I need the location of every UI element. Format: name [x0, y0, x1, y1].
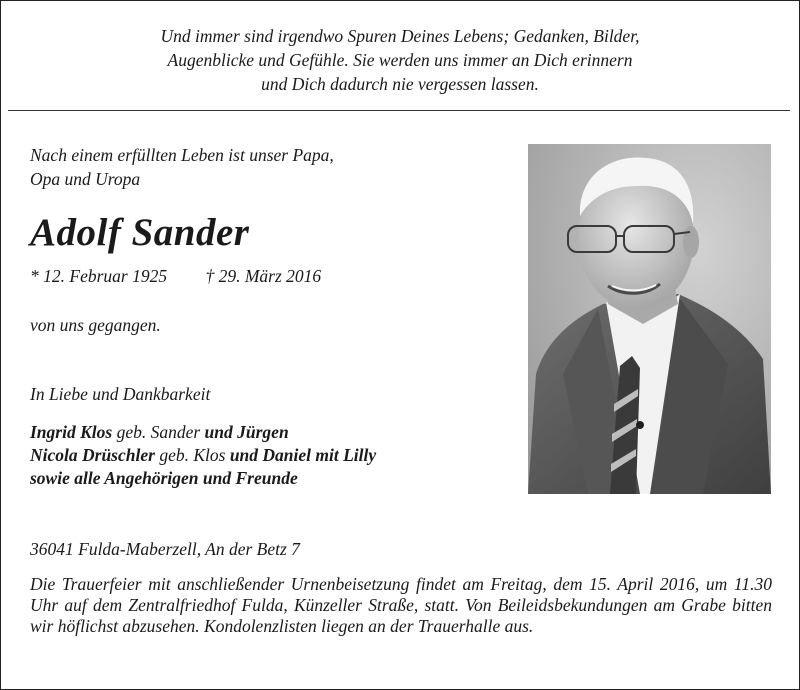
mourner-name: Ingrid Klos — [30, 422, 113, 442]
intro-line-1: Nach einem erfüllten Leben ist unser Papa, — [30, 145, 334, 165]
poem-line-3: und Dich dadurch nie vergessen lassen. — [261, 74, 539, 94]
divider — [8, 110, 790, 111]
mourners-list — [30, 421, 500, 490]
intro-line-2: Opa und Uropa — [30, 169, 141, 189]
poem-line-1: Und immer sind irgendwo Spuren Deines Lebens; Gedanken, Bilder, — [160, 26, 640, 46]
memorial-poem — [40, 24, 760, 96]
birth-date: * 12. Februar 1925 — [30, 266, 168, 286]
intro-text — [30, 143, 430, 191]
death-date: † 29. März 2016 — [205, 266, 322, 286]
poem-line-2: Augenblicke und Gefühle. Sie werden uns immer an Dich erinnern — [167, 50, 633, 70]
family-address: 36041 Fulda-Maberzell, An der Betz 7 — [30, 539, 300, 559]
dedication-text: In Liebe und Dankbarkeit — [30, 384, 211, 404]
mourner-nee: geb. Klos — [154, 445, 230, 465]
mourner-partner: und Daniel mit Lilly — [229, 445, 377, 465]
mourner-nee: geb. Sander — [112, 422, 205, 442]
portrait-photo — [528, 144, 771, 494]
mourner-row — [30, 421, 500, 444]
deceased-name: Adolf Sander — [30, 211, 250, 254]
life-dates — [30, 266, 321, 287]
mourner-partner: und Jürgen — [204, 422, 289, 442]
portrait-image — [528, 144, 771, 494]
mourner-row — [30, 444, 500, 467]
funeral-service-info: Die Trauerfeier mit anschließender Urnenbeisetzung findet am Freitag, dem 15. April 2016, um 11.30 Uhr auf dem Zentralfriedhof Fulda, Künzeller Straße, statt. Von Beileidsbekundungen am Grabe bitten wir höflichst abzusehen. Kondolenzlisten liegen an der Trauerhalle aus. — [30, 574, 772, 636]
passed-away-text: von uns gegangen. — [30, 315, 161, 335]
mourner-row: sowie alle Angehörigen und Freunde — [30, 468, 298, 488]
mourner-name: Nicola Drüschler — [30, 445, 155, 465]
